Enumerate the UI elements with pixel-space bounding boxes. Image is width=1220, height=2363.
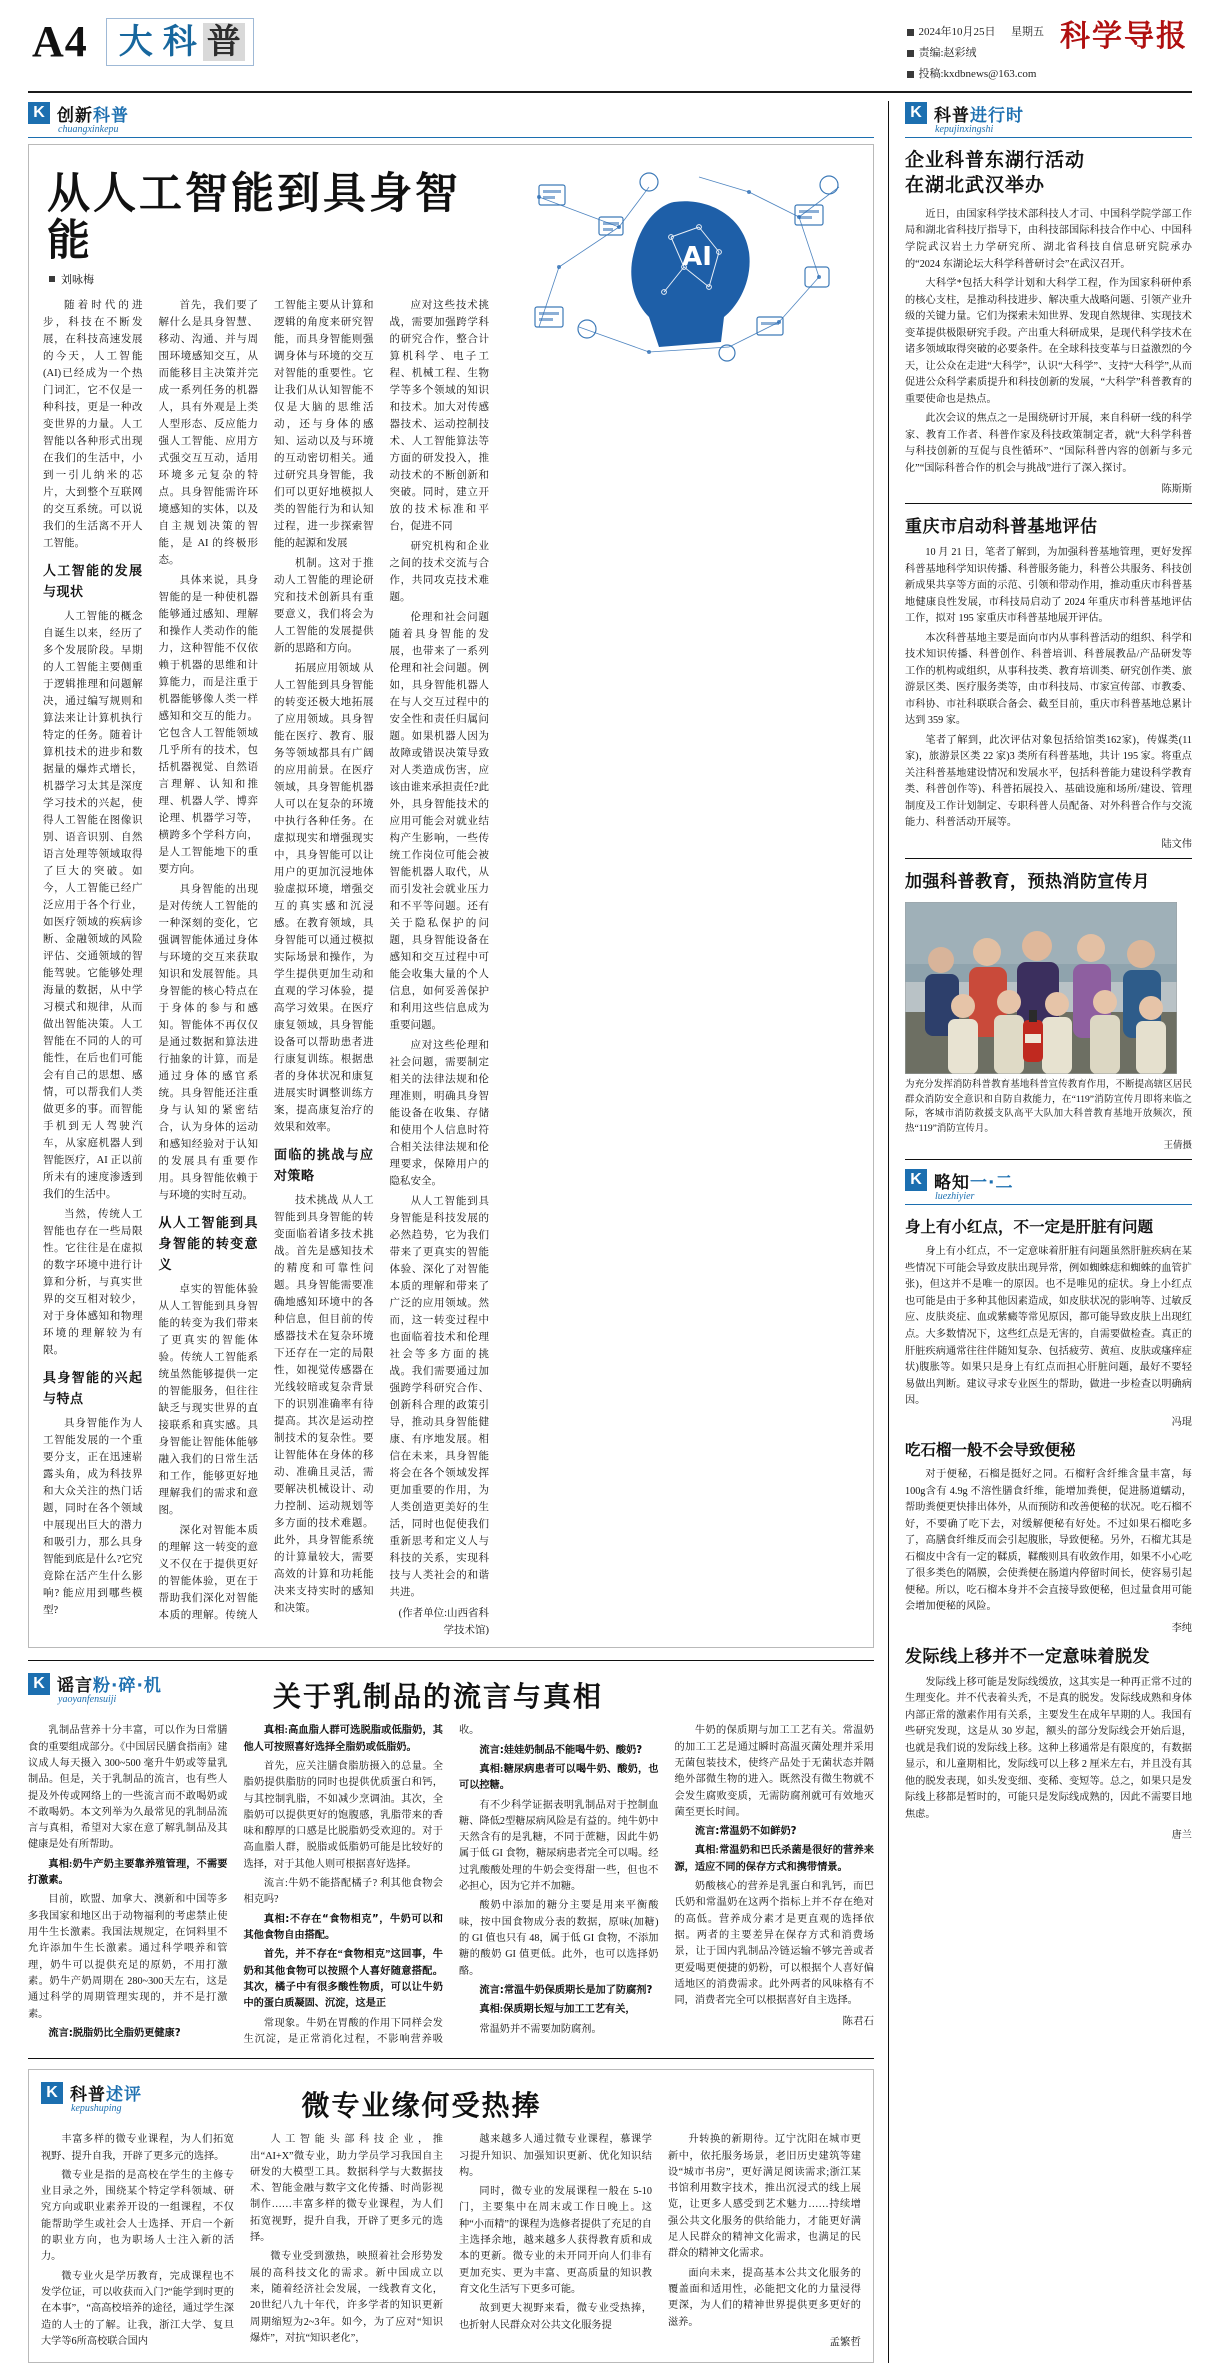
k-logo-icon: K xyxy=(905,102,927,124)
article-5-body xyxy=(905,1467,1192,1616)
feature-subhead-1: 人工智能的发展与现状 xyxy=(43,564,143,601)
review-kicker xyxy=(41,2080,142,2114)
rumor-para: 常现象。牛奶在胃酸的作用下同样会发生沉淀，是正常消化过程，不影响营养吸收。 xyxy=(243,1725,480,2045)
section-char-2: 科 xyxy=(162,22,197,62)
feature-credit: (作者单位:山西省科学技术馆) xyxy=(398,1608,489,1637)
feature-para: 拓展应用领域 从人工智能到具身智能的转变还极大地拓展了应用领域。具身智能在医疗、教育、服务等领域都具有广阔的应用前景。在医疗领域，具身智能机器人可以在复杂的环境中执行各种任务。在虚拟现实和增强现实中，具身智能可以让用户的更加沉浸地体验虚拟环境，增强交互的真实感和沉浸感。在教育领域，具身智能可以通过模拟实际场景和操作，为学生提供更加生动和直观的学习体验，提高学习效果。在医疗康复领域，具身智能设备可以帮助患者进行康复训练。根据患者的身体状况和康复进展实时调整训练方案，提高康复治疗的效果和效率。 xyxy=(274,663,374,1134)
review-para: 微专业是指的是高校在学生的主修专业目录之外，围绕某个特定学科领域、研究方向或职业素养开设的一组课程，不仅能帮助学生或社会人士选择、开启一个新的职业方向，也为职场人士注入新的活力。 xyxy=(41,2169,234,2263)
kicker-rule xyxy=(905,1204,1192,1205)
bullet-icon xyxy=(49,276,55,282)
rumor-para: 真相:糖尿病患者可以喝牛奶、酸奶，也可以控糖。 xyxy=(459,1763,659,1792)
article-6-para: 发际线上移可能是发际线缓放，这其实是一种再正常不过的生理变化。并不代表着头秃，不是真的脱发。发际线成熟和身体内部正常的激素作用有关系，主要发生在成年早期的人。我国有些研究发现，这是从 30 岁起，额头的部分发际线会开始后退，也就是我们说的发际线上移。这种上移通常是有限度的，有数据显示，和儿童期相比，发际线可以上移 2 厘米左右，并且没有其他的脱发表现，如头发变细、变稀、变短等。总之，如果只是发际线上移都是暂时的，可能只是发际线成熟的，因此不需要目地焦虑。 xyxy=(905,1676,1192,1820)
article-1-para: 大科学*包括大科学计划和大科学工程，作为国家科研仲系的核心支柱，是推动科技进步、解决重大战略问题、引领产业升级的关键力量。它们为探索未知世界、发现自然规律、实现技术变革提供极限研究手段。产出重大科研成果，是现代科学技术在诸多领域取得突破的必要条件。在全球科技变革与日益激烈的今天，让公众在走进“大科学”，认识“大科学”、支持“大科学”,从而促进公众科学素质提升和科技创新的发展，“大科学”科普教育的重要使命也是热点。 xyxy=(905,278,1192,405)
feature-subhead-3: 从人工智能到具身智能的转变意义 xyxy=(158,1216,258,1274)
article-4-title: 身上有小红点，不一定是肝脏有问题 xyxy=(905,1217,1154,1236)
feature-author: 刘咏梅 xyxy=(61,274,94,287)
k-logo-icon: K xyxy=(28,102,50,124)
feature-para: 深化对智能本质的理解 这一转变的意义不仅在于提供更好的智能体验，更在于帮助我们深化对智能本质的理解。传统人工智能主要从计算和逻辑的角度来研究智能，而具身智能则强调身体与环境的交互对智能的重要性。它让我们从认知智能不仅是大脑的思维活动，还与身体的感知、运动以及与环境的互动密切相关。通过研究具身智能，我们可以更好地模拟人类的智能行为和认知过程，进一步探索智能的起源和发展 xyxy=(158,300,374,1622)
rumor-lead: 流言:常温牛奶保质期长是加了防腐剂? xyxy=(479,1984,653,1996)
rumor-para: 真相:保质期长短与加工工艺有关， xyxy=(479,2004,636,2016)
rumor-para: 真相:常温奶和巴氏杀菌是很好的营养来源，适应不同的保存方式和携带情景。 xyxy=(674,1845,874,1873)
article-5-title: 吃石榴一般不会导致便秘 xyxy=(905,1440,1076,1459)
feature-kicker-title xyxy=(57,101,129,126)
k-logo-icon: K xyxy=(28,1673,50,1695)
feature-para: 应对这些技术挑战，需要加强跨学科的研究合作，整合计算机科学、电子工程、机械工程、生物学等多个领域的知识和技术。加大对传感器技术、运动控制技术、人工智能算法等方面的研发投入，推动技术的不断创新和突破。同时，建立开放的技术标准和平台，促进不同 xyxy=(389,300,489,533)
rumor-para: 流言:牛奶不能搭配橘子? 利其他食物会相克吗? xyxy=(243,1878,443,1906)
rumor-para: 真相:高血脂人群可选脱脂或低脂奶，其他人可按照喜好选择全脂奶或低脂奶。 xyxy=(243,1725,443,1753)
review-kicker-main: 科普 xyxy=(70,2085,106,2106)
feature-para: 技术挑战 从人工智能到具身智能的转变面临着诸多技术挑战。首先是感知技术的精度和可靠性问题。具身智能需要准确地感知环境中的各种信息，但目前的传感器技术在复杂环境下还存在一定的局限性，如视觉传感器在光线较暗或复杂背景下的识别准确率有待提高。其次是运动控制技术的复杂性。要让智能体在身体的移动、准确且灵活，需要解决机械设计、动力控制、运动规划等多方面的技术难题。此外，具身智能系统的计算量较大，需要高效的计算和功耗能决来支持实时的感知和决策。 xyxy=(274,1195,374,1615)
review-credit: 孟繁哲 xyxy=(829,2336,861,2348)
divider xyxy=(905,503,1192,504)
rumor-para: 首先，并不存在“食物相克”这回事，牛奶和其他食物可以按照个人喜好随意搭配。其次，橘子中有很多酸性物质，可以让牛奶中的蛋白质凝固、沉淀，这是正 xyxy=(243,1949,443,2010)
feature-subhead-2: 具身智能的兴起与特点 xyxy=(43,1371,143,1408)
kicker-rule xyxy=(905,137,1192,138)
page-number: A4 xyxy=(32,17,88,66)
article-6-title: 发际线上移并不一定意味着脱发 xyxy=(905,1646,1150,1667)
section-badge xyxy=(106,18,254,66)
review-para: 越来越多人通过微专业课程，慕课学习提升知识、加强知识更新、优化知识结构。 xyxy=(459,2134,652,2178)
feature-subhead-4: 面临的挑战与应对策略 xyxy=(274,1148,374,1185)
feature-para: 人工智能的概念自诞生以来，经历了多个发展阶段。早期的人工智能主要侧重于逻辑推理和问题解决，通过编写规则和算法来让计算机执行特定的任务。随着计算机技术的进步和数据量的爆炸式增长，机器学习太其是深度学习技术的兴起，使得人工智能在图像识别、语音识别、自然语言处理等领域取得了巨大的突破。如今，人工智能已经广泛应用于各个行业，如医疗领域的疾病诊断、金融领域的风险评估、交通领域的智能驾驶。它能够处理海量的数据，从中学习模式和规律，从而做出智能决策。人工智能在不同的人的可能性，在后也们可能会有自己的思想、感情，可以帮我们人类做更多的事。而智能手机到无人驾驶汽车，从家庭机器人到智能医疗，AI 正以前所未有的速度渗透到我们的生活中。 xyxy=(43,611,143,1201)
masthead-editor: 责编:赵彩绒 xyxy=(918,46,977,59)
feature-para: 机制。这对于推动人工智能的理论研究和技术创新具有重要意义，我们将会为人工智能的发展提供新的思路和方向。 xyxy=(274,558,374,655)
review-para: 面向未来，提高基本公共文化服务的覆盖面和适用性，必能把文化的力量浸得更深，为人们的精神世界提供更多更好的滋养。 xyxy=(668,2267,861,2328)
right-kicker-title xyxy=(934,101,1024,126)
masthead-editor-row xyxy=(907,43,1045,64)
feature-para: 首先，我们要了解什么是具身智慧、移动、沟通、并与周围环境感知交互，从而能移目主决策并完成一系列任务的机器人，具有外观是上类人型形态、反应能力强人工智能、应用方式强交互互动，适用环境多元复杂的特点。具身智能需许环境感知的实体，以及自主规划决策的智能，是 AI 的终极形态。 xyxy=(158,300,258,567)
feature-byline xyxy=(49,271,489,287)
review-para: 人工智能头部科技企业，推出“AI+X”微专业，助力学员学习我国自主研发的大模型工具。数据科学与大数据技术、智能金融与数字文化传播、时尚影视制作……丰富多样的微专业课程，为人们拓宽视野，提升自我，开辟了更多元的选择。 xyxy=(250,2134,443,2244)
masthead-date-row xyxy=(907,22,1045,43)
article-1-para: 此次会议的焦点之一是围绕研讨开展，来自科研一线的科学家、教育工作者、科普作家及科技政策制定者，就“大科学科普与科技创新的互促与良性循环”、“国际科普内容的创新与多元化”“国际科普合作的机会与挑战”进行了深入探讨。 xyxy=(905,413,1192,474)
feature-body xyxy=(43,297,489,1639)
masthead xyxy=(28,0,1192,93)
k-logo-icon: K xyxy=(905,1169,927,1191)
right-kicker xyxy=(905,101,1192,138)
feature-article xyxy=(28,144,874,1649)
luezhi-kicker xyxy=(905,1168,1192,1205)
paper-logo xyxy=(1060,19,1188,54)
review-kicker-pinyin: kepushuping xyxy=(71,2103,122,2115)
photo-credit: 王倩摄 xyxy=(1163,1140,1192,1151)
feature-kicker-main: 创新 xyxy=(57,105,93,126)
ai-illustration xyxy=(499,157,859,372)
article-1-credit: 陈斯斯 xyxy=(1161,484,1192,496)
feature-para: 卓实的智能体验 从人工智能到具身智能的转变为我们带来了更真实的智能体验。传统人工智能系统虽然能够提供一定的智能服务，但往往缺乏与现实世界的直接联系和真实感。具身智能让智能体能够融入我们的日常生活和工作，能够更好地理解我们的需求和意图。 xyxy=(158,1284,258,1517)
article-2-para: 本次科普基地主要是面向市内从事科普活动的组织、科学和技术知识传播、科普创作、科普培训、科普展教品/产品研发等工作的机构或组织，从事科技类、教育培训类、研究创作类、旅游景区类、医疗服务类等，由市科技局、市家宣传部、市教委、市科协、市社科联联合备会、截至目前，重庆市科普基地总累计达到 359 家。 xyxy=(905,632,1192,727)
article-2-para: 10 月 21 日，笔者了解到，为加强科普基地管理，更好发挥科普基地科学知识传播、科普服务能力，科普公共服务、科技创新成果共享等方面的示范、引领和带动作用，推动重庆市科普基地健康良性发展，市科技局启动了 2024 年重庆市科普基地评估工作，拟对 195 家重庆市科普基地展开评估。 xyxy=(905,547,1192,625)
feature-para: 具体来说，具身智能的是一种使机器能够通过感知、理解和操作人类动作的能力，这种智能不仅依赖于机器的思维和计算能力，而是注重于机器能够像人类一样感知和交互的能力。它包含人工智能领域几乎所有的技术，包括机器视觉、自然语言理解、认知和推理、机器人学、博弈论理、机器学习等，横跨多个学科方向，是人工智能地下的重要方向。 xyxy=(158,575,258,876)
kicker-rule xyxy=(28,137,874,138)
rumor-lead: 流言:常温奶不如鲜奶? xyxy=(694,1826,797,1838)
rumor-title: 关于乳制品的流言与真相 xyxy=(272,1680,603,1714)
masthead-submission-row xyxy=(907,64,1045,85)
feature-para: 当然，传统人工智能也存在一些局限性。它往往是在虚拟的数字环境中进行计算和分析，与真实世界的交互相对较少，对于身体感知和物理环境的理解较为有限。 xyxy=(43,1209,143,1357)
left-column xyxy=(28,101,888,2363)
article-1-para: 近日，由国家科学技术部科技人才司、中国科学院学部工作局和湖北省科技厅指导下，由科技部国际科技合作中心、中国科学院武汉岩土力学研究所、湖北省科技自信息研究院承办的“2024 东湖论坛大科学科普研讨会”在武汉召开。 xyxy=(905,208,1192,270)
review-para: 升转换的新期待。辽宁沈阳在城市更新中，依托服务场景，老旧历史建筑等建设“城市书房”，更好满足阅读需求;浙江某书馆利用数字技术，推出沉浸式的线上展览，让更多人感受到艺术魅力……持续增强公共文化服务的供给能力，才能更好满足人民群众的精神文化需求，也满足的民群众的精神文化需求。 xyxy=(668,2134,861,2260)
feature-para: 具身智能的出现是对传统人工智能的一种深刻的变化，它强调智能体通过身体与环境的交互来获取知识和发展智能。具身智能的核心特点在于身体的参与和感知。智能体不再仅仅是通过数据和算法进行抽象的计算，而是通过身体的感官系统。具身智能还注重身与认知的紧密结合，认为身体的运动和感知经验对于认知的发展具有重要作用。具身智能依赖于与环境的实时互动。 xyxy=(158,884,258,1202)
feature-kicker-pinyin: chuangxinkepu xyxy=(58,123,119,135)
photo-caption: 为充分发挥消防科普教育基地科普宣传教育作用，不断提高辖区居民群众消防安全意识和自防自救能力，在“119”消防宣传月即将来临之际，客城市消防救援支队高平大队加大科普教育基地开放频次，预热“119”消防宣传月。 xyxy=(905,1079,1192,1134)
feature-para: 从人工智能到具身智能是科技发展的必然趋势，它为我们带来了更真实的智能体验、深化了对智能本质的理解和带来了广泛的应用领域。然而，这一转变过程中也面临着技术和伦理社会等多方面的挑战。我们需要通过加强跨学科研究合作、创新科合理的政策引导，推动具身智能健康、有序地发展。相信在未来，具身智能将会在各个领域发挥更加重要的作用，为人类创造更美好的生活，同时也促使我们重新思考和定义人与科技的关系，实现科技与人类社会的和谐共进。 xyxy=(389,1196,489,1599)
rumor-para: 奶酸核心的营养是乳蛋白和乳钙，而巴氏奶和常温奶在这两个指标上并不存在绝对的高低。营养成分素才是更直观的选择依据。两者的主要差异在保存方式和消费场景，让于国内乳制品冷链运输不够完善或者更爱喝更便捷的奶粉，可以根据个人喜好偏适地区的消费需求。此外两者的风味格有不同，消费者完全可以根据喜好自主选择。 xyxy=(674,1881,874,2007)
luezhi-kicker-head xyxy=(905,1168,1192,1193)
article-1-body xyxy=(905,207,1192,477)
feature-kicker-head xyxy=(28,101,874,126)
rumor-body xyxy=(28,1723,874,2048)
masthead-weekday: 星期五 xyxy=(1011,26,1044,38)
masthead-submission: 投稿:kxdbnews@163.com xyxy=(918,67,1037,80)
feature-para: 具身智能作为人工智能发展的一个重要分支，正在迅速崭露头角，成为科技界和大众关注的热门话题，同时在各个领域中展现出巨大的潜力和吸引力，那么具身智能到底是什么?它究竟除在活产生什么影响? 能应用到哪些模型? xyxy=(43,1418,143,1617)
rumor-para: 目前，欧盟、加拿大、澳新和中国等多多我国家和地区出于动物福利的考虑禁止使用牛生长激素。我国法规规定，在饲料里不允许添加牛生长激素。通过科学喂养和管理，奶牛可以提供充足的原奶，不用打激素。奶牛产奶周期在 280~300天左右，这是通过科学的周期管理实现的，并不是打激素。 xyxy=(28,1894,228,2020)
rumor-para: 牛奶的保质期与加工工艺有关。常温奶的加工工艺是通过瞬时高温灭菌处理并采用无菌包装技术，使终产品处于无菌状态并隔绝外部微生物的进入。既然没有微生物就不会发生腐败变质，无需防腐剂就可有效地灭菌至更长时间。 xyxy=(674,1725,874,1818)
review-box xyxy=(28,2069,874,2363)
right-kicker-accent: 进行时 xyxy=(970,105,1024,126)
paper-name: 科学导报 xyxy=(1060,19,1188,54)
review-para: 微专业火是学历教育，完成课程也不发学位证，可以收获而入门?“能学到时更的在本事”，“高高校培养的途径，通过学生深造的人士的了解。让我，浙江大学、复旦大学等6所高校联合国内 xyxy=(41,2270,234,2347)
rumor-kicker-head xyxy=(28,1671,162,1696)
luezhi-kicker-pinyin: luezhiyier xyxy=(935,1190,975,1202)
review-para: 同时，微专业的发展课程一般在 5-10门，主要集中在周末或工作日晚上。这种“小而精”的课程为选修者提供了充足的自主选择余地，越来越多人获得教育质和成本的更新。微专业的未开同开向人们非有更加充实、更为丰富、更高质量的知识教育文化生活写下更多可能。 xyxy=(459,2186,652,2296)
review-para: 故到更大视野来看，微专业受热捧，也折射人民群众对公共文化服务提 xyxy=(459,2303,652,2331)
review-section xyxy=(28,2058,874,2363)
bullet-icon xyxy=(907,29,914,36)
review-kicker-accent: 述评 xyxy=(106,2085,142,2106)
article-5-para: 对于便秘，石榴是挺好之同。石榴籽含纤维含量丰富，每 100g含有 4.9g 不溶性膳食纤维，能增加粪便，促进肠道蠕动，帮助粪便更快排出体外，从而预防和改善便秘的状况。吃石榴不好，不要确了吃下去，对缓解便秘有好处。不过如果石榴吃多了，高膳食纤维反而会引起腹胀，导致便秘。另外，石榴尤其是石榴皮中含有一定的鞣质，鞣酸则具有收敛作用，如果不小心吃了很多类色的隔膜，会使粪便在肠道内停留时间长，使容易引起便秘。所以，吃石榴本身并不会直接导致便秘，但过量食用可能会增加便秘的风险。 xyxy=(905,1469,1192,1613)
rumor-lead: 流言:娃娃奶制品不能喝牛奶、酸奶? xyxy=(479,1744,643,1756)
right-kicker-pinyin: kepujinxingshi xyxy=(935,123,994,135)
rumor-kicker-title xyxy=(57,1671,162,1696)
luezhi-kicker-title xyxy=(934,1168,1013,1193)
k-logo-icon: K xyxy=(41,2082,63,2104)
article-1-title xyxy=(905,148,1192,199)
rumor-kicker-pinyin: yaoyanfensuiji xyxy=(58,1694,117,1706)
article-1-title-line1: 企业科普东湖行活动 xyxy=(905,148,1086,171)
fire-safety-photo xyxy=(905,902,1192,1074)
right-kicker-main: 科普 xyxy=(934,105,970,126)
masthead-right xyxy=(907,18,1189,85)
article-5-credit: 李纯 xyxy=(1171,1622,1192,1634)
rumor-para: 首先，应关注膳食脂肪摄入的总量。全脂奶提供脂肪的同时也提供优质蛋白和钙，与其控制乳脂，不如减少烹调油。其次，全脂奶可以提供更好的饱腹感，乳脂带来的香味和醇厚的口感是比脱脂奶受欢迎的。对于高血脂人群，脱脂或低脂奶可能是比较好的选择，对于其他人则可根据喜好选择。 xyxy=(243,1760,443,1870)
review-para: 丰富多样的微专业课程，为人们拓宽视野、提升自我，开辟了更多元的选择。 xyxy=(41,2134,234,2162)
photo-svg xyxy=(905,902,1177,1074)
feature-para: 随着时代的进步，科技在不断发展，在科技高速发展的今天，人工智能(AI)已经成为一个热门词汇，它不仅是一种科技，更是一种改变世界的力量。人工智能以各种形式出现在我们的生活中，小到一引儿纳米的芯片，大到整个互联网的交互系统。可以说我们的生活离不开人工智能。 xyxy=(43,300,143,550)
right-column xyxy=(888,101,1192,2363)
luezhi-kicker-main: 略知 xyxy=(934,1172,970,1193)
review-kicker-title xyxy=(70,2080,142,2105)
masthead-left xyxy=(32,18,254,66)
feature-kicker xyxy=(28,101,874,138)
review-title: 微专业缘何受热捧 xyxy=(301,2089,542,2123)
rumor-kicker-accent: 粉·碎·机 xyxy=(93,1676,162,1697)
article-4-para: 身上有小红点，不一定意味着肝脏有问题虽然肝脏疾病在某些情况下可能会导致皮肤出现异常，例如蜘蛛痣和蜘蛛的血管扩张)，但这并不是唯一的原因。也不是唯见的症状。身上小红点也可能是由于多种其他因素造成，如皮肤状况的影响等、过敏反应、皮肤炎症、血或紫癜等常见原因，都可能导致皮肤上出现红点。大多数情况下，这些红点是无害的，自需要做检查。真正的肝脏疾病通常往往伴随知复杂、包括疲劳、黄疸、皮肤或瘙痒症状)腹胀等。如果只是身上有红点而担心肝脏问题，最好不要轻易做出判断。建议寻求专业医生的帮助，做进一步检查以明确病因。 xyxy=(905,1246,1192,1407)
rumor-para: 有不少科学证据表明乳制品对于控制血糖、降低2型糖尿病风险是有益的。纯牛奶中天然含有的是乳糖，不同于蔗糖，因此牛奶属于低 GI 食物，糖尿病患者完全可以喝。经过乳酸酸处理的牛奶会变得甜一些，但也不必担心，因为它并不加糖。 xyxy=(459,1799,659,1893)
rumor-kicker xyxy=(28,1671,162,1705)
luezhi-kicker-accent: 一·二 xyxy=(970,1172,1014,1193)
feature-kicker-accent: 科普 xyxy=(93,105,129,126)
review-header xyxy=(41,2080,861,2124)
feature-para: 伦理和社会问题 随着具身智能的发展，也带来了一系列伦理和社会问题。例如，具身智能机器人在与人交互过程中的安全性和责任归属问题。如果机器人因为故障或错误决策导致对人类造成伤害，应该由谁来承担责任?此外，具身智能技术的应用可能会对就业结构产生影响，一些传统工作岗位可能会被智能机器人取代，从而引发社会就业压力和不平等问题。还有关于隐私保护的问题，具身智能设备在感知和交互过程中可能会收集大量的个人信息，如何妥善保护和利用这些信息成为重要问题。 xyxy=(389,612,489,1032)
article-3-title: 加强科普教育，预热消防宣传月 xyxy=(905,871,1150,892)
article-2-para: 笔者了解到，此次评估对象包括给馆类162家)，传媒类(11家)，旅游景区类 22 家)3 类所有科普基地，共计 195 家。将重点关注科普基地建设情况和发展水平，包括科普能力建设科学教育类、科普创作等)、科普拓展投入、基础设施和场所/建设、管理制度及工作计划制定、专职科普人员配备、对外科普合作与交流能力、科普活动开展等。 xyxy=(905,734,1192,829)
section-char-1: 大 xyxy=(118,22,153,62)
divider xyxy=(905,1159,1192,1160)
rumor-kicker-main: 谣言 xyxy=(57,1676,93,1697)
review-kicker-head xyxy=(41,2080,142,2105)
rumor-section xyxy=(28,1660,874,2048)
rumor-para: 乳制品营养十分丰富，可以作为日常膳食的重要组成部分。《中国居民膳食指南》建议成人每天摄入 300~500 毫升牛奶或等量乳制品。但是，关于乳制品的流言，也有些人提及外传或网络上的一些流言而不敢喝奶或不敢喝奶。本文列举为久最常见的乳制品流言与真相，希望对大家在意了解乳制品及其健康是处有所帮助。 xyxy=(28,1725,228,1851)
article-6-body xyxy=(905,1675,1192,1824)
article-2-body xyxy=(905,545,1192,832)
feature-para: 应对这些伦理和社会问题，需要制定相关的法律法规和伦理准则，明确具身智能设备在收集、存储和使用个人信息时符合相关法律法规和伦理要求，保障用户的隐私安全。 xyxy=(389,1040,489,1188)
article-2-title: 重庆市启动科普基地评估 xyxy=(905,517,1098,538)
rumor-para: 真相:奶牛产奶主要靠养殖管理，不需要打激素。 xyxy=(28,1858,228,1887)
article-4-credit: 冯琨 xyxy=(1171,1416,1192,1428)
masthead-date: 2024年10月25日 xyxy=(918,26,996,38)
feature-headline: 从人工智能到具身智能 xyxy=(47,168,461,266)
rumor-header xyxy=(28,1671,874,1715)
review-para: 微专业受到激热，映照着社会形势发展的高科技文化的需求。新中国成立以来，随着经济社会发展，一线教育文化，20世纪八九十年代，许多学者的知识更新周期缩短为2~3年。如今，为了应对“知识爆炸”，对抗“知识老化”， xyxy=(250,2251,443,2344)
feature-para: 研究机构和企业之间的技术交流与合作，共同攻克技术难题。 xyxy=(389,541,489,604)
divider xyxy=(905,858,1192,859)
bullet-icon xyxy=(907,71,914,78)
article-1-title-line2: 在湖北武汉举办 xyxy=(905,174,1046,197)
article-2-credit: 陆文伟 xyxy=(1161,838,1192,850)
rumor-credit: 陈君石 xyxy=(842,2015,874,2027)
rumor-lead: 流言:脱脂奶比全脂奶更健康? xyxy=(48,2027,181,2039)
section-char-3: 普 xyxy=(203,23,245,61)
rumor-para: 常温奶并不需要加防腐剂。 xyxy=(479,2023,602,2035)
page-body xyxy=(28,101,1192,2363)
masthead-meta xyxy=(907,22,1045,85)
article-4-body xyxy=(905,1244,1192,1409)
svg-text:AI: AI xyxy=(682,241,712,272)
bullet-icon xyxy=(907,50,914,57)
rumor-para: 酸奶中添加的糖分主要是用来平衡酸味，按中国食物成分表的数据，原味(加糖)的 GI 值也只有 48，属于低 GI 食物，不添加糖的酸奶 GI 值更低。此外，也可以选择奶酪。 xyxy=(459,1900,659,1977)
right-kicker-head xyxy=(905,101,1192,126)
review-body xyxy=(41,2132,861,2352)
article-6-credit: 唐兰 xyxy=(1171,1830,1192,1842)
rumor-lead: 真相:不存在“食物相克”，牛奶可以和其他食物自由搭配。 xyxy=(243,1913,443,1942)
